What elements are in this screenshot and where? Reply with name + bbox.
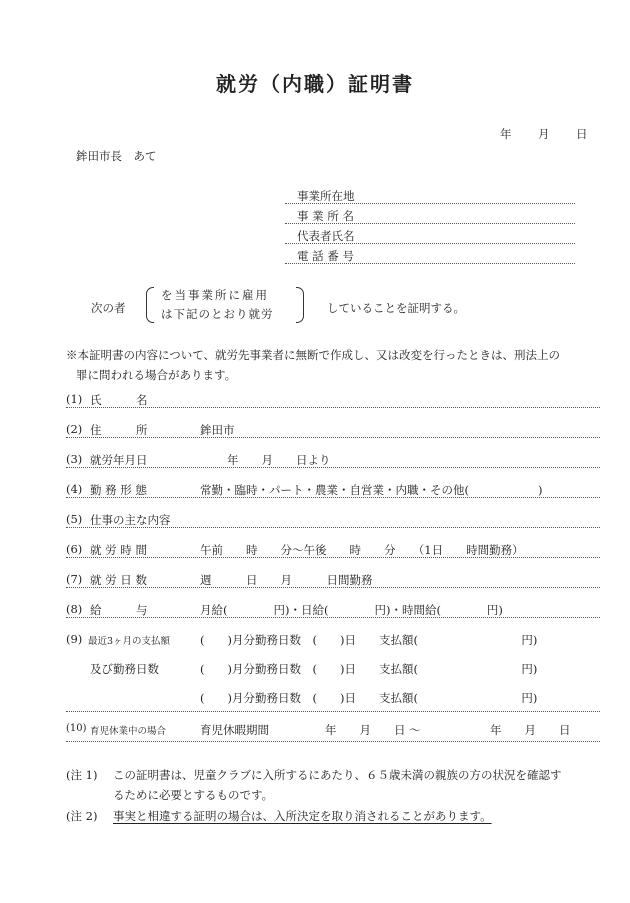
certify-suffix: していることを証明する。 [327,301,465,315]
warning-line-2: 罪に問われる場合があります。 [76,368,237,382]
payment-line-1: ( )月分勤務日数 ( )日 支払額( 円) [200,633,538,647]
salary-label: 給 与 [90,603,148,617]
row-no: (1) [66,392,83,406]
payment-label-2: 及び勤務日数 [90,662,159,676]
employer-name-label: 事 業 所 名 [297,209,354,223]
name-label: 氏 名 [90,393,148,407]
row-line [66,587,600,588]
note-2-number: (注 2) [66,809,98,823]
representative-line [285,243,575,244]
address-label: 住 所 [90,423,148,437]
date-month-label: 月 [538,127,550,141]
row-line [66,467,600,468]
row-no: (2) [66,422,83,436]
note-1-text-2: るために必要とするものです。 [113,788,274,802]
row-no: (5) [66,512,83,526]
employer-name-line [285,223,575,224]
phone-line [285,263,575,264]
work-days-label: 就 労 日 数 [90,573,147,587]
note-1-text: この証明書は、児童クラブに入所するにあたり、６５歳未満の親族の方の状況を確認す [113,768,562,782]
childcare-leave-start-date: 年 月 日 ～ [325,723,421,737]
payment-line-2: ( )月分勤務日数 ( )日 支払額( 円) [200,662,538,676]
addressee: 鉾田市長 あて [76,149,157,163]
note-2-text: 事実と相違する証明の場合は、入所決定を取り消されることがあります。 [113,809,492,823]
start-date-label: 就労年月日 [90,453,148,467]
representative-label: 代表者氏名 [297,229,355,243]
row-no: (6) [66,542,83,556]
certify-option-employ: を当事業所に雇用 [161,288,269,302]
salary-value: 月給( 円)・日給( 円)・時間給( 円) [200,603,503,617]
employer-address-line [285,203,575,204]
row-no: (9) [66,632,83,646]
row-line [66,617,600,618]
childcare-leave-period-label: 育児休暇期間 [200,723,269,737]
certify-prefix: 次の者 [91,301,126,315]
warning-line-1: ※本証明書の内容について、就労先事業者に無断で作成し、又は改変を行ったときは、刑法上の [66,348,561,362]
row-line [66,407,600,408]
phone-label: 電 話 番 号 [297,249,354,263]
work-hours-label: 就 労 時 間 [90,543,147,557]
row-line [66,711,600,712]
row-no: (4) [66,482,83,496]
row-line [66,527,600,528]
work-days-value: 週 日 月 日間勤務 [200,573,373,587]
address-value: 鉾田市 [200,423,235,437]
row-no: (10) [66,723,87,734]
row-line [66,557,600,558]
row-no: (3) [66,452,83,466]
childcare-leave-end-date: 年 月 日 [490,723,571,737]
row-line [66,741,600,742]
childcare-leave-label: 育児休業中の場合 [90,726,167,737]
row-no: (8) [66,602,83,616]
work-form-options: 常勤・臨時・パート・農業・自営業・内職・その他( ) [200,483,543,497]
page-title: 就労（内職）証明書 [216,72,414,96]
right-brace [296,287,304,323]
date-day-label: 日 [576,127,588,141]
note-1-number: (注 1) [66,768,98,782]
row-line [66,437,600,438]
employer-address-label: 事業所在地 [297,189,355,203]
job-content-label: 仕事の主な内容 [90,513,171,527]
work-form-label: 勤 務 形 態 [90,483,147,497]
payment-label: 最近3ヶ月の支払額 [88,636,171,647]
certify-option-work: は下記のとおり就労 [161,307,274,321]
left-brace [146,287,154,323]
date-year-label: 年 [500,127,512,141]
row-line [66,497,600,498]
start-date-value: 年 月 日より [227,453,331,467]
payment-line-3: ( )月分勤務日数 ( )日 支払額( 円) [200,691,538,705]
work-hours-value: 午前 時 分～午後 時 分 （1日 時間勤務） [200,543,524,557]
row-no: (7) [66,572,83,586]
